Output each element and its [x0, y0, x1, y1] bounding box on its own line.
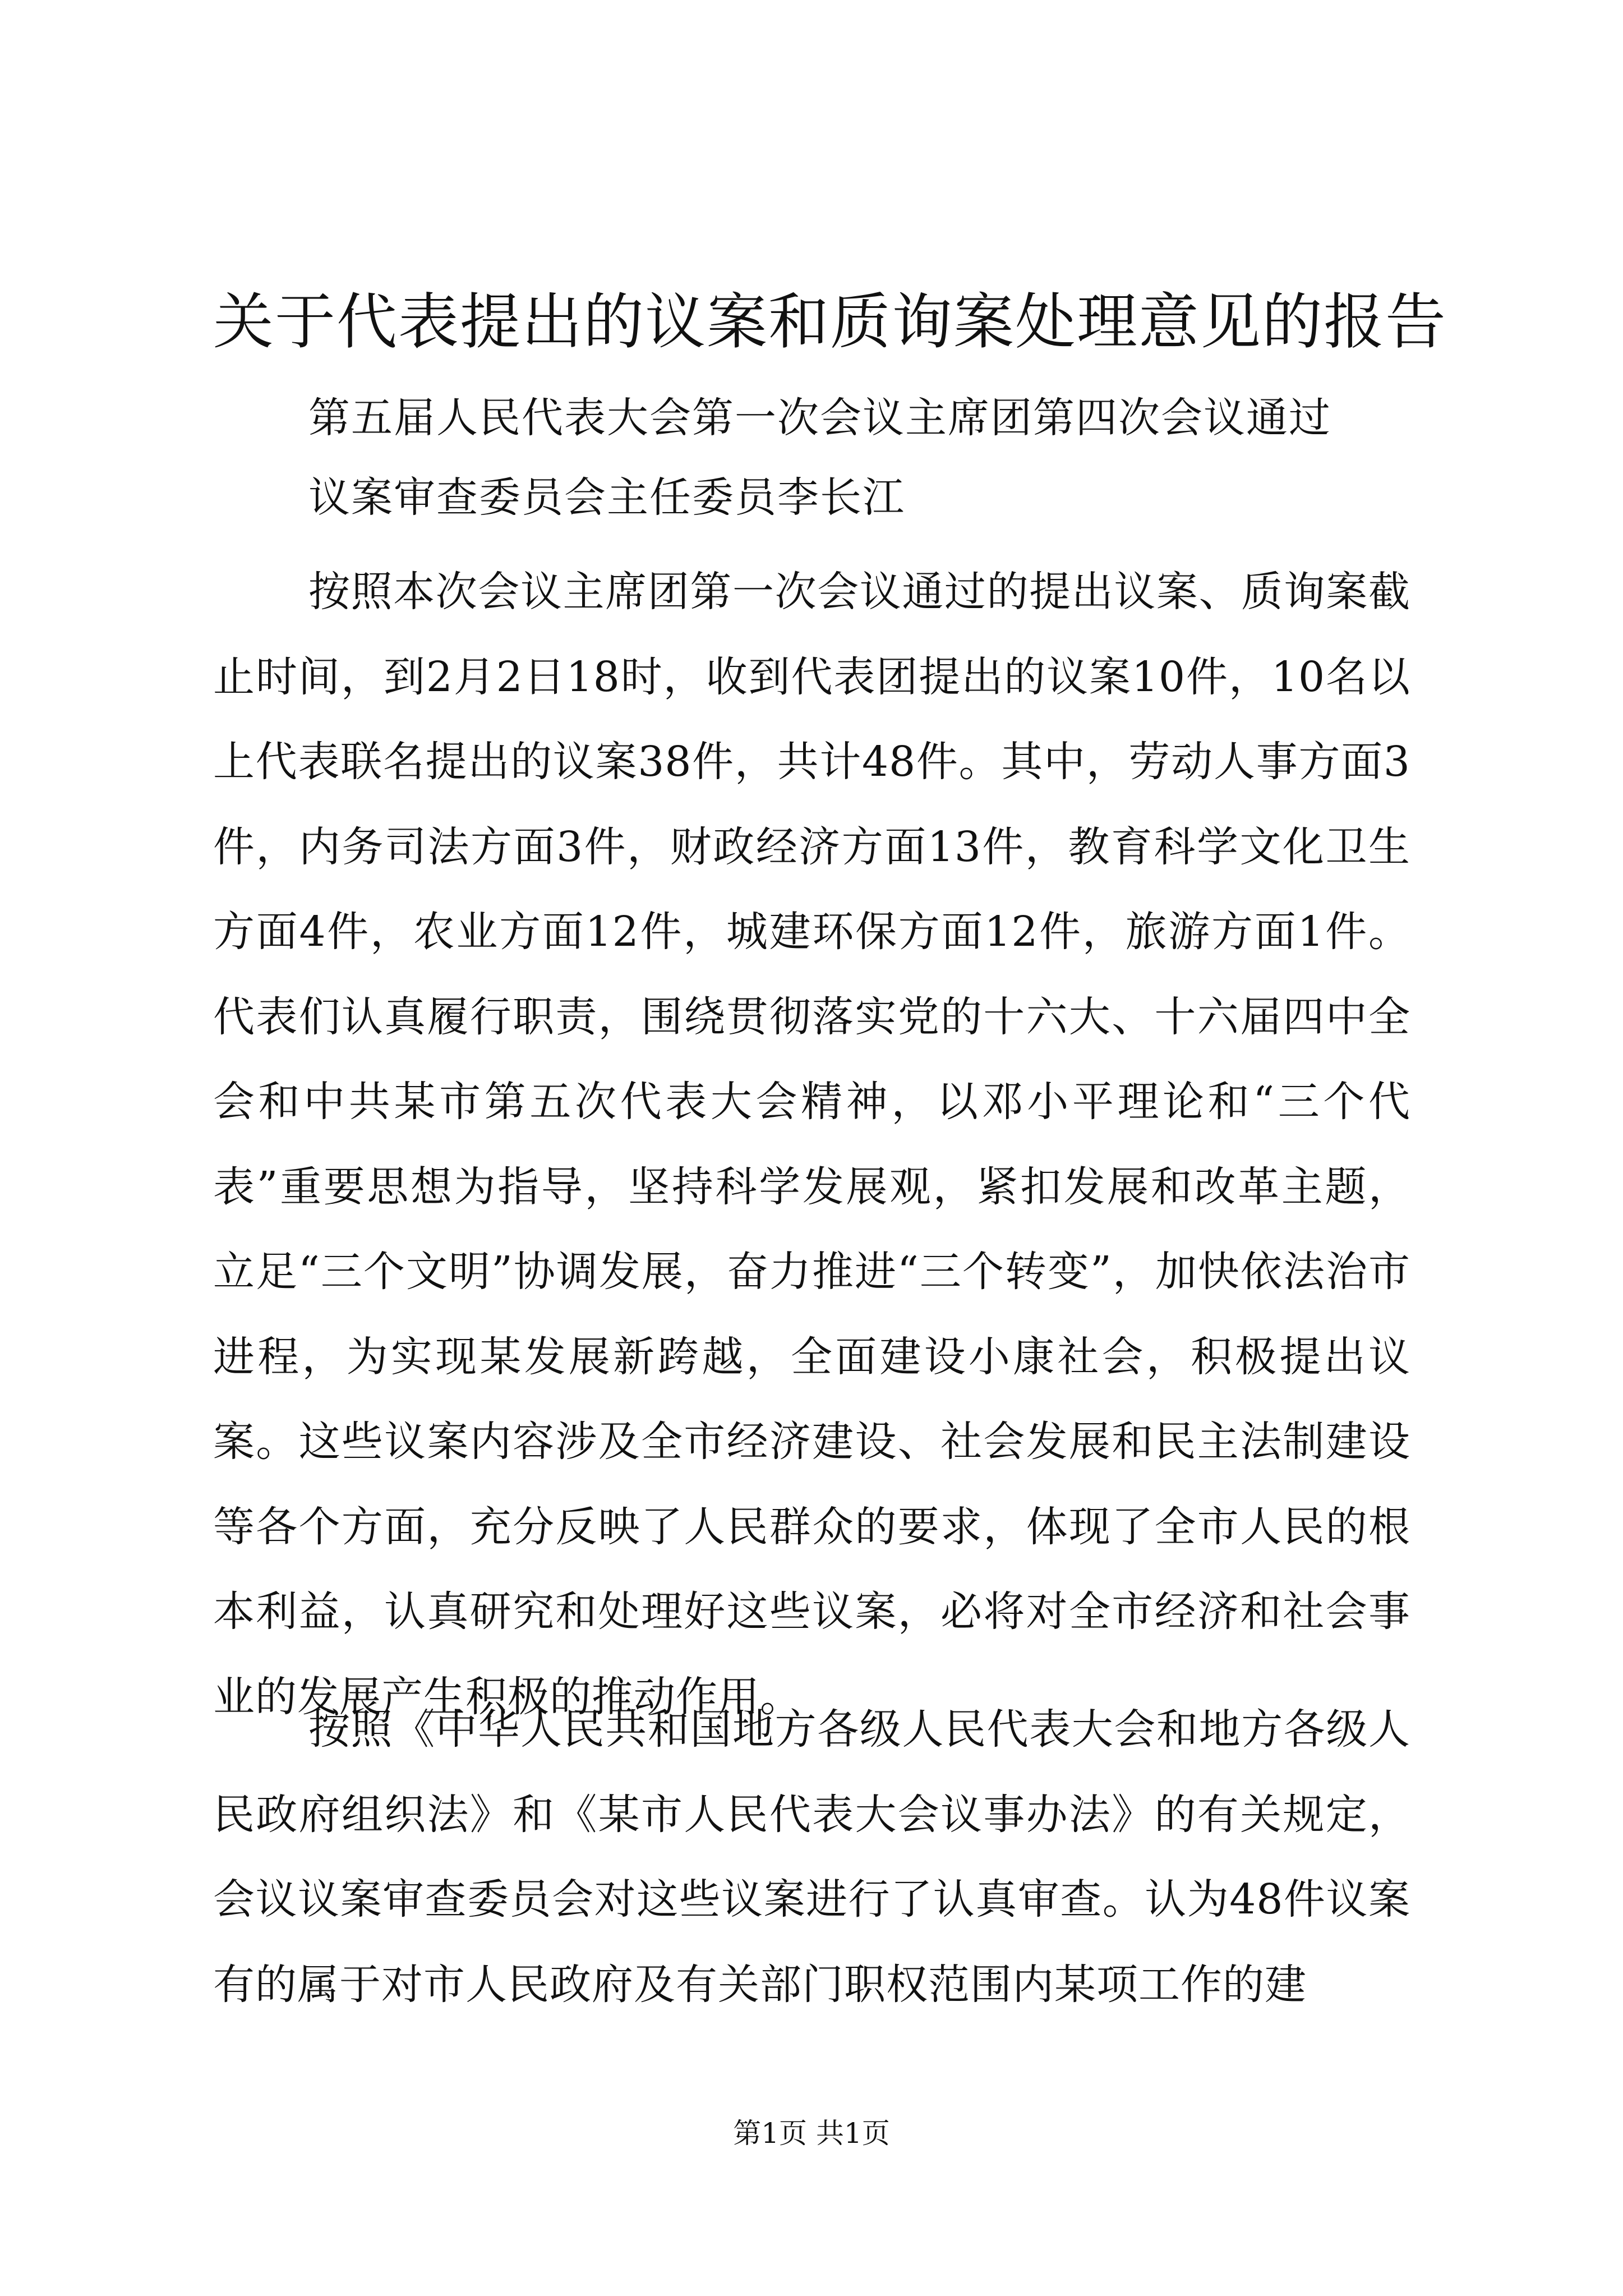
- meeting-approval-line: 第五届人民代表大会第一次会议主席团第四次会议通过: [308, 394, 1331, 442]
- body-paragraph: 按照《中华人民共和国地方各级人民代表大会和地方各级人民政府组织法》和《某市人民代表大会议事办法》的有关规定，会议议案审查委员会对这些议案进行了认真审查。认为48件议案有的属于对市人民政府及有关部门职权范围内某项工作的建: [213, 1705, 1410, 2009]
- author-line: 议案审查委员会主任委员李长江: [308, 473, 905, 522]
- page-number-footer: 第1页 共1页: [733, 2117, 890, 2150]
- body-paragraph: 按照本次会议主席团第一次会议通过的提出议案、质询案截止时间，到2月2日18时，收到代表团提出的议案10件，10名以上代表联名提出的议案38件，共计48件。其中，劳动人事方面3件，内务司法方面3件，财政经济方面13件，教育科学文化卫生方面4件，农业方面12件，城建环保方面12件，旅游方面1件。代表们认真履行职责，围绕贯彻落实党的十六大、十六届四中全会和中共某市第五次代表大会精神，以邓小平理论和“三个代表”重要思想为指导，坚持科学发展观，紧扣发展和改革主题，立足“三个文明”协调发展，奋力推进“三个转变”，加快依法治市进程，为实现某发展新跨越，全面建设小康社会，积极提出议案。这些议案内容涉及全市经济建设、社会发展和民主法制建设等各个方面，充分反映了人民群众的要求，体现了全市人民的根本利益，认真研究和处理好这些议案，必将对全市经济和社会事业的发展产生积极的推动作用。: [213, 568, 1410, 1721]
- document-title: 关于代表提出的议案和质询案处理意见的报告: [213, 287, 1447, 357]
